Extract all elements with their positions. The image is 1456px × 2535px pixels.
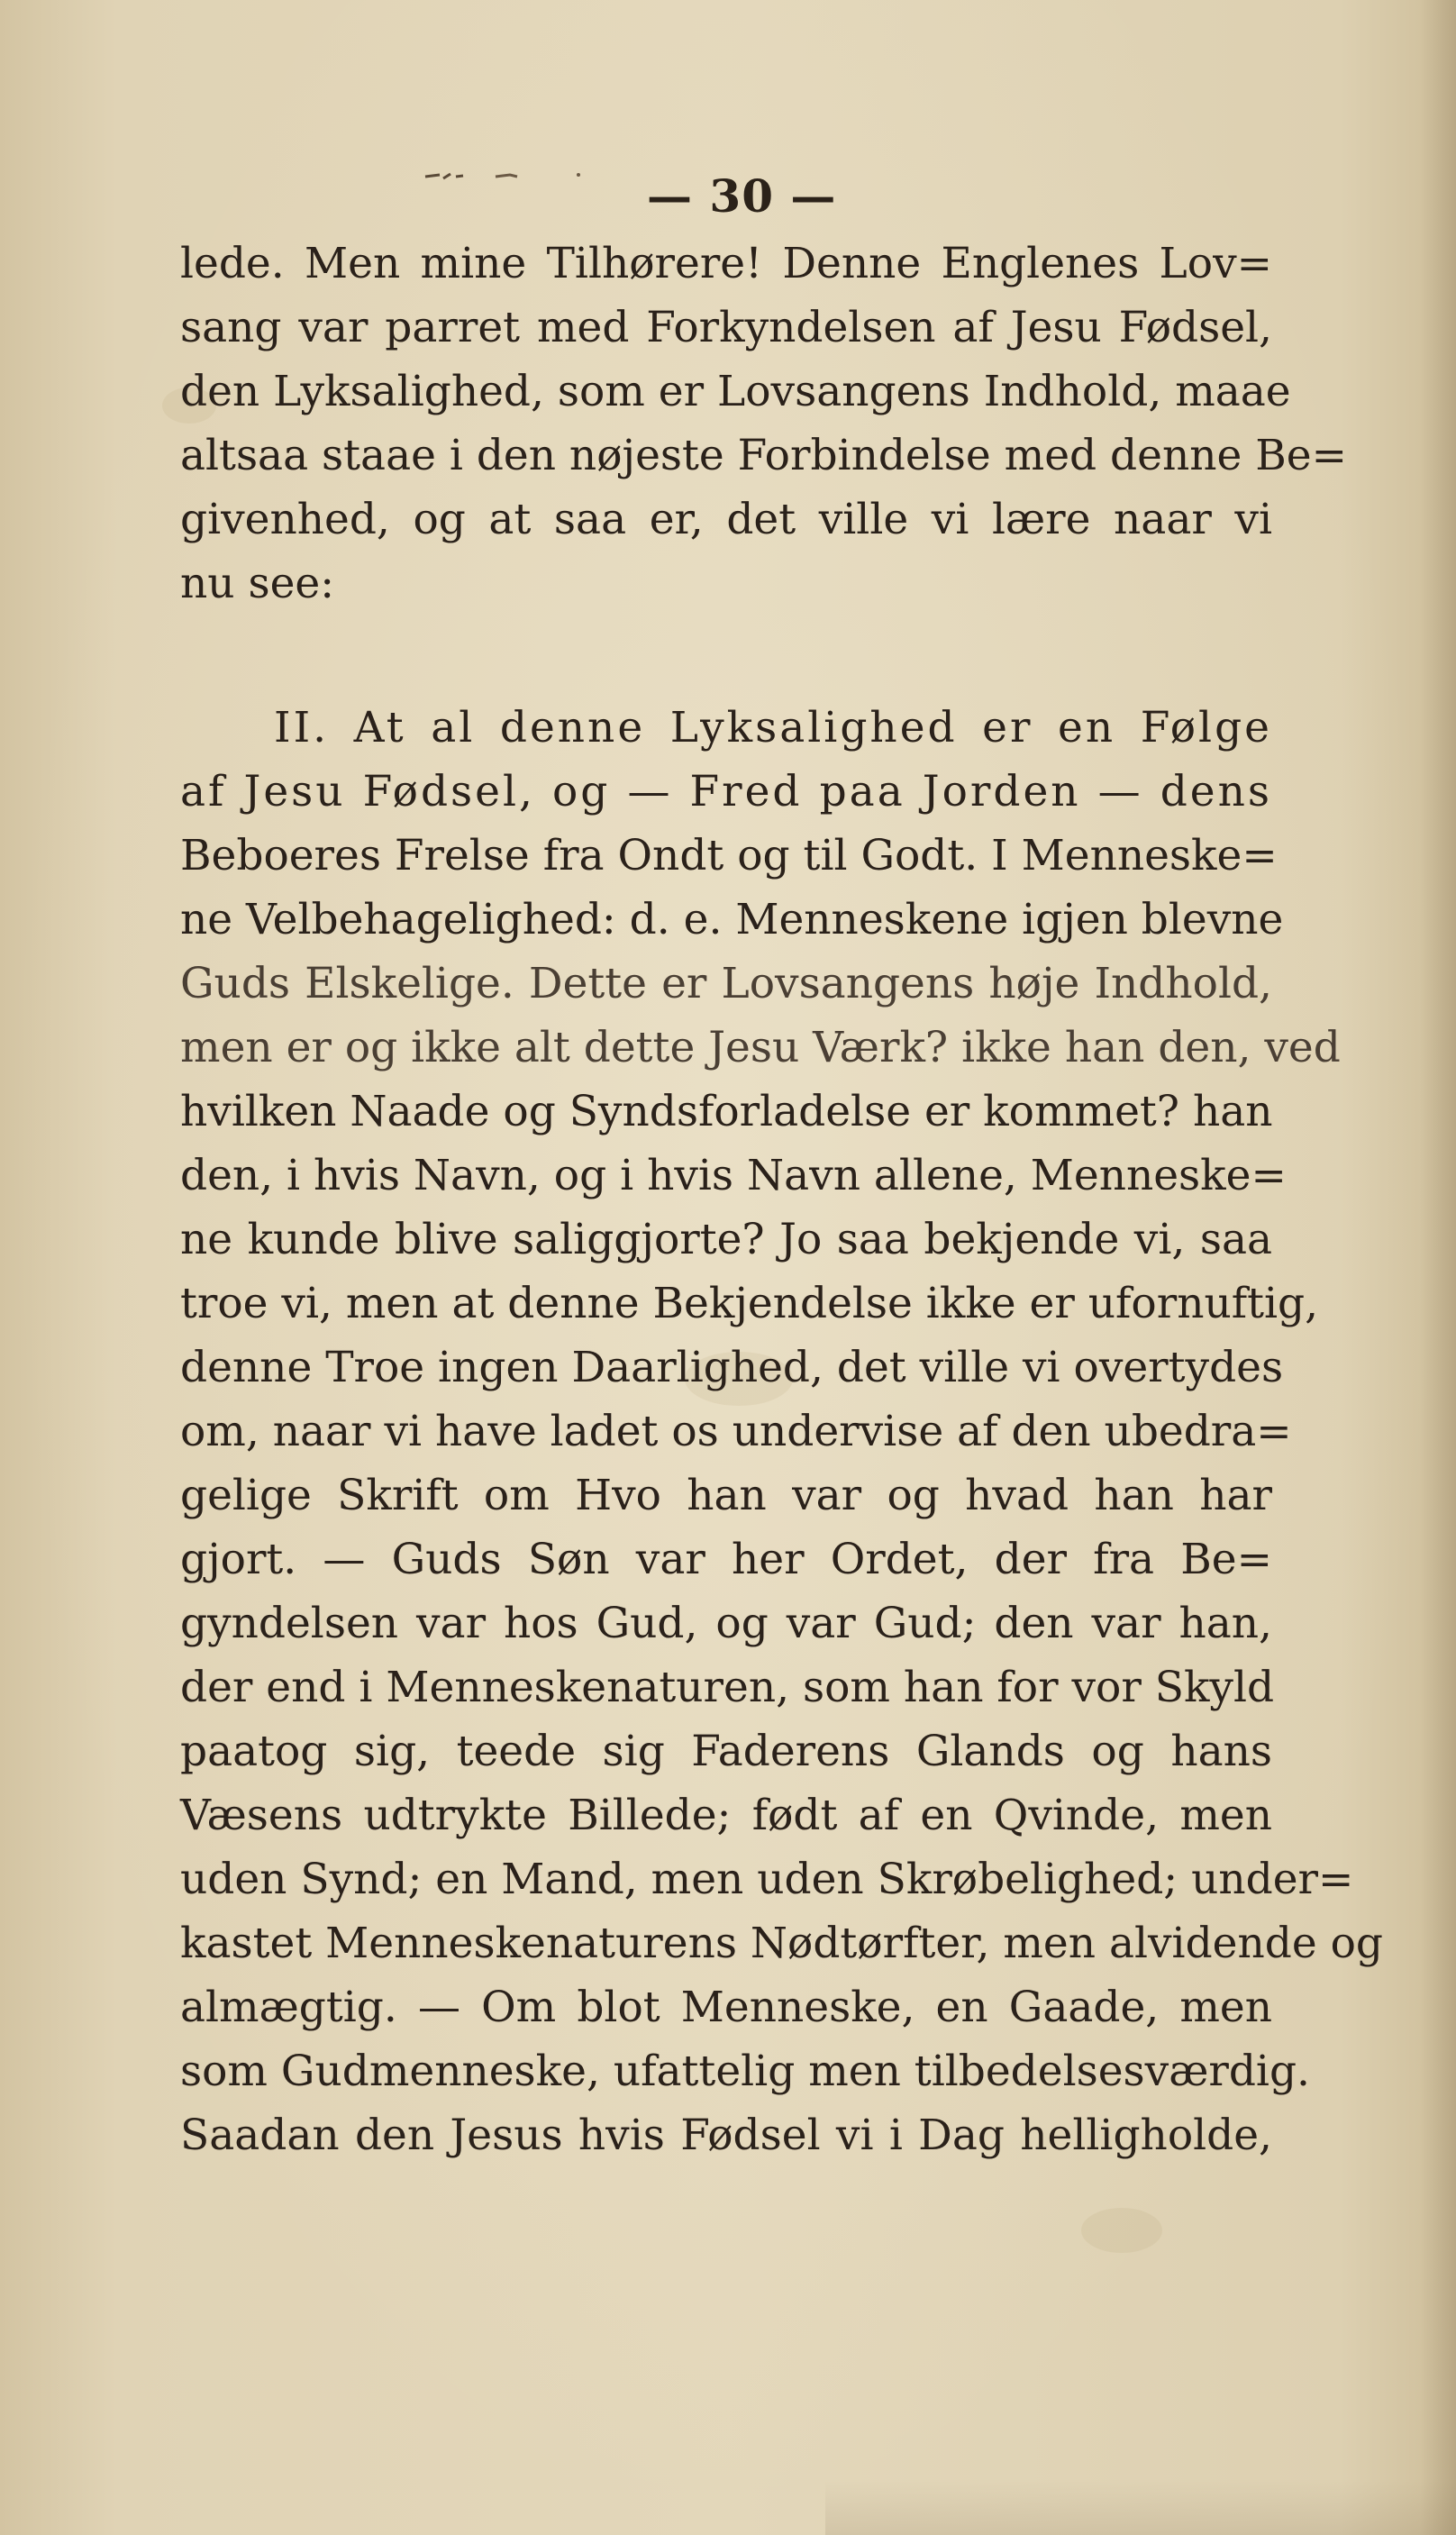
text-line: troe vi, men at denne Bekjendelse ikke er ufornuftig, [180,1279,1319,1328]
page-header [0,162,1456,225]
text-line: om, naar vi have ladet os undervise af den ubedra= [180,1407,1292,1456]
section-heading-line: II. At al denne Lyksalighed er en Følge [274,703,1272,752]
text-line: paatog sig, teede sig Faderens Glands og hans [180,1727,1272,1776]
text-line: uden Synd; en Mand, men uden Skrøbelighed; under= [180,1855,1354,1904]
text-line: gjort. — Guds Søn var her Ordet, der fra Be= [180,1535,1272,1584]
text-line: gelige Skrift om Hvo han var og hvad han har [180,1471,1272,1520]
text-line: der end i Menneskenaturen, som han for vor Skyld [180,1663,1275,1712]
text-line: ne kunde blive saliggjorte? Jo saa bekjende vi, saa [180,1215,1272,1264]
text-line: men er og ikke alt dette Jesu Værk? ikke han den, ved [180,1023,1341,1072]
text-line: den, i hvis Navn, og i hvis Navn allene, Menneske= [180,1151,1287,1200]
page-edge-shadow [1420,0,1456,2535]
text-line: af Jesu Fødsel, og — Fred paa Jorden — dens [180,767,1272,816]
text-line: lede. Men mine Tilhørere! Denne Englenes Lov= [180,239,1272,288]
text-line: denne Troe ingen Daarlighed, det ville vi overtydes [180,1343,1284,1392]
text-line: givenhed, og at saa er, det ville vi lære naar vi [180,495,1272,544]
text-line: altsaa staae i den nøjeste Forbindelse med denne Be= [180,431,1347,480]
page-bottom-wear [825,2481,1456,2535]
text-line: som Gudmenneske, ufattelig men tilbedelsesværdig. [180,2047,1310,2096]
text-line: sang var parret med Forkyndelsen af Jesu Fødsel, [180,303,1272,352]
text-line: Guds Elskelige. Dette er Lovsangens høje Indhold, [180,959,1272,1008]
text-line: Beboeres Frelse fra Ondt og til Godt. I Menneske= [180,831,1278,880]
text-line: Saadan den Jesus hvis Fødsel vi i Dag helligholde, [180,2111,1272,2160]
text-line: almægtig. — Om blot Menneske, en Gaade, men [180,1983,1272,2032]
text-line: ne Velbehagelighed: d. e. Menneskene igjen blevne [180,895,1284,944]
text-line: kastet Menneskenaturens Nødtørfter, men alvidende og [180,1919,1383,1968]
page-number: — 30 — [647,169,837,223]
paper-stain [1081,2208,1162,2253]
text-line: hvilken Naade og Syndsforladelse er kommet? han [180,1087,1273,1136]
text-line: Væsens udtrykte Billede; født af en Qvinde, men [180,1791,1272,1840]
text-line: nu see: [180,559,335,608]
text-line: den Lyksalighed, som er Lovsangens Indhold, maae [180,367,1291,416]
text-line: gyndelsen var hos Gud, og var Gud; den var han, [180,1599,1272,1648]
